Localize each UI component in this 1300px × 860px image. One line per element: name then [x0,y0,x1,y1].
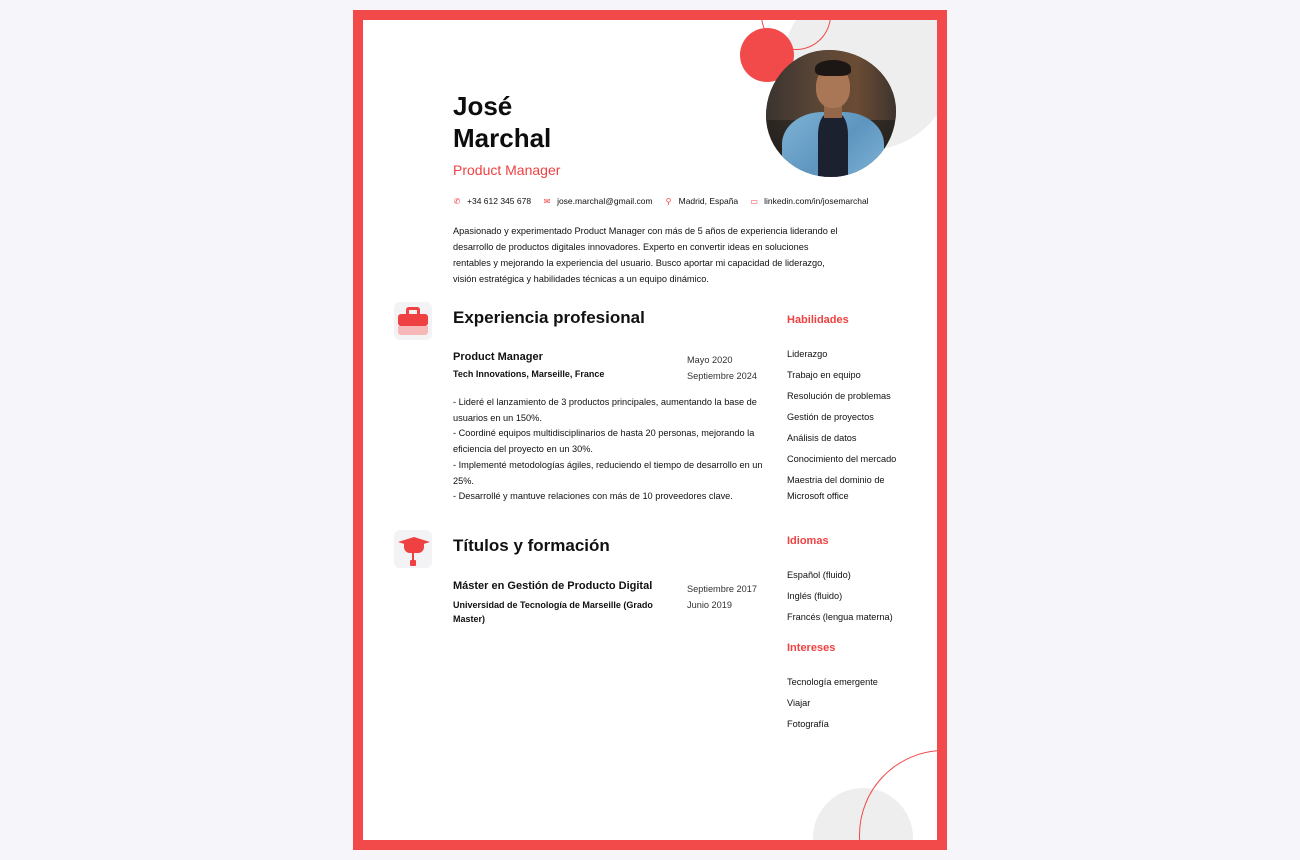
contact-phone [453,196,531,206]
job-role: Product Manager [453,162,561,178]
email-text: jose.marchal@gmail.com [557,196,653,206]
job-start-date: Mayo 2020 [687,355,733,365]
skill-item: Análisis de datos [787,433,857,443]
job-title: Product Manager [453,351,543,363]
achievement-item: - Desarrollé y mantuve relaciones con más de 10 proveedores clave. [453,491,733,502]
location-icon: ⚲ [665,196,672,206]
profile-photo [766,50,896,177]
job-end-date: Septiembre 2024 [687,371,757,381]
graduation-cap-icon [394,530,432,568]
first-name: José [453,91,513,121]
skills-heading: Habilidades [787,314,849,326]
person-name [453,90,551,154]
experience-heading: Experiencia profesional [453,308,645,327]
languages-list [787,567,917,625]
interest-item: Tecnología emergente [787,677,878,687]
mail-icon: ✉ [543,196,551,206]
interests-heading: Intereses [787,642,836,654]
laptop-icon: ▭ [750,196,758,206]
language-item: Francés (lengua materna) [787,612,893,622]
skill-item: Resolución de problemas [787,391,891,401]
interest-item: Fotografía [787,719,829,729]
degree-end-date: Junio 2019 [687,600,732,610]
linkedin-text: linkedin.com/in/josemarchal [764,196,869,206]
achievement-item: - Lideré el lanzamiento de 3 productos principales, aumentando la base de usuarios en un 150%. [453,397,757,423]
degree-start-date: Septiembre 2017 [687,584,757,594]
degree-school: Universidad de Tecnología de Marseille (Grado Master) [453,600,653,624]
job-dates [687,352,757,384]
skill-item: Gestión de proyectos [787,412,874,422]
job-achievements [453,395,768,505]
job-company: Tech Innovations, Marseille, France [453,369,605,379]
language-item: Español (fluido) [787,570,851,580]
education-heading: Títulos y formación [453,536,610,555]
skill-item: Conocimiento del mercado [787,454,897,464]
interest-item: Viajar [787,698,811,708]
languages-section [787,535,917,630]
interests-section [787,642,917,737]
skill-item: Maestria del dominio de Microsoft office [787,475,885,501]
resume-frame [353,10,947,850]
achievement-item: - Coordiné equipos multidisciplinarios de hasta 20 personas, mejorando la eficiencia del proyecto en un 30%. [453,428,755,455]
degree-title: Máster en Gestión de Producto Digital [453,580,653,592]
contact-email[interactable] [543,196,653,206]
skills-list [787,346,917,504]
resume-page [363,20,937,840]
location-text: Madrid, España [678,196,739,206]
phone-text: +34 612 345 678 [467,196,532,206]
contact-linkedin[interactable] [750,196,868,206]
profile-summary: Apasionado y experimentado Product Manager con más de 5 años de experiencia liderando el desarrollo de productos digitales innovadores. Experto en convertir ideas en soluciones rentables y mejorando la experiencia del usuario. Busco aportar mi capacidad de liderazgo, visión estratégica y habilidades técnicas a un equipo dinámico. [453,226,838,284]
achievement-item: - Implementé metodologías ágiles, reduciendo el tiempo de desarrollo en un 25%. [453,459,763,486]
skill-item: Trabajo en equipo [787,370,861,380]
interests-list [787,674,917,732]
phone-icon: ✆ [453,196,461,206]
contact-bar [453,196,881,206]
contact-location [665,196,739,206]
last-name: Marchal [453,123,552,153]
degree-dates [687,581,757,613]
decorative-red-arc-bottom [859,750,937,840]
briefcase-icon [394,302,432,340]
language-item: Inglés (fluido) [787,591,843,601]
skill-item: Liderazgo [787,349,828,359]
skills-section [787,314,917,509]
languages-heading: Idiomas [787,535,829,547]
